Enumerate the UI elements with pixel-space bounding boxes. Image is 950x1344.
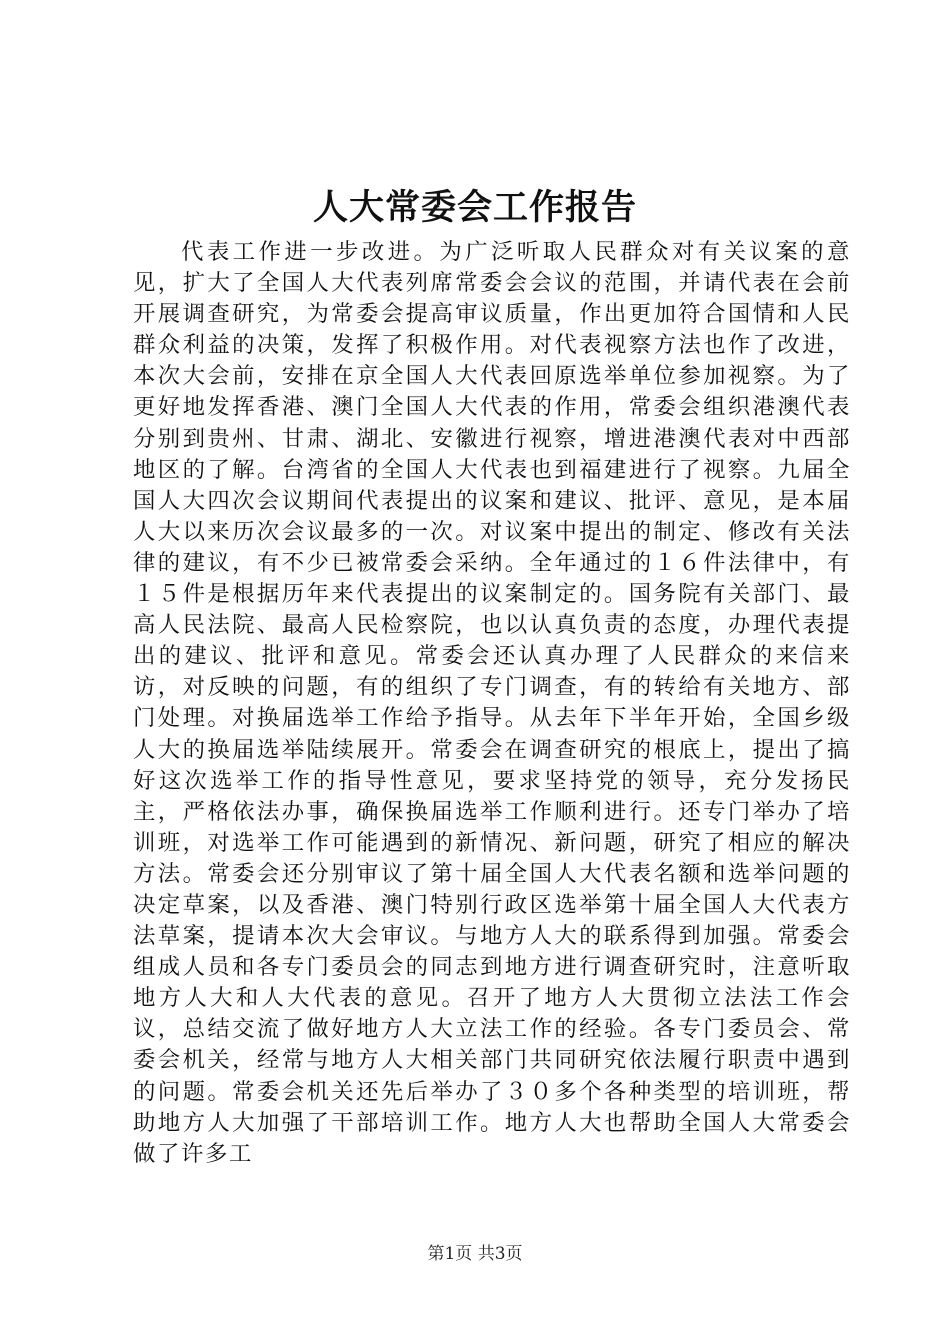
body-paragraph: 代表工作进一步改进。为广泛听取人民群众对有关议案的意见，扩大了全国人大代表列席常委会会议的范围，并请代表在会前开展调查研究，为常委会提高审议质量，作出更加符合国情和人民群众利益的决策，发挥了积极作用。对代表视察方法也作了改进，本次大会前，安排在京全国人大代表回原选举单位参加视察。为了更好地发挥香港、澳门全国人大代表的作用，常委会组织港澳代表分别到贵州、甘肃、湖北、安徽进行视察，增进港澳代表对中西部地区的了解。台湾省的全国人大代表也到福建进行了视察。九届全国人大四次会议期间代表提出的议案和建议、批评、意见，是本届人大以来历次会议最多的一次。对议案中提出的制定、修改有关法律的建议，有不少已被常委会采纳。全年通过的１６件法律中，有１５件是根据历年来代表提出的议案制定的。国务院有关部门、最高人民法院、最高人民检察院，也以认真负责的态度，办理代表提出的建议、批评和意见。常委会还认真办理了人民群众的来信来访，对反映的问题，有的组织了专门调查，有的转给有关地方、部门处理。对换届选举工作给予指导。从去年下半年开始，全国乡级人大的换届选举陆续展开。常委会在调查研究的根底上，提出了搞好这次选举工作的指导性意见，要求坚持党的领导，充分发扬民主，严格依法办事，确保换届选举工作顺利进行。还专门举办了培训班，对选举工作可能遇到的新情况、新问题，研究了相应的解决方法。常委会还分别审议了第十届全国人大代表名额和选举问题的决定草案，以及香港、澳门特别行政区选举第十届全国人大代表方法草案，提请本次大会审议。与地方人大的联系得到加强。常委会组成人员和各专门委员会的同志到地方进行调查研究时，注意听取地方人大和人大代表的意见。召开了地方人大贯彻立法法工作会议，总结交流了做好地方人大立法工作的经验。各专门委员会、常委会机关，经常与地方人大相关部门共同研究依法履行职责中遇到的问题。常委会机关还先后举办了３０多个各种类型的培训班，帮助地方人大加强了干部培训工作。地方人大也帮助全国人大常委会做了许多工: [133, 239, 851, 1167]
page-number-footer: 第1页 共3页: [427, 1244, 523, 1264]
page-title: 人大常委会工作报告: [312, 187, 637, 228]
